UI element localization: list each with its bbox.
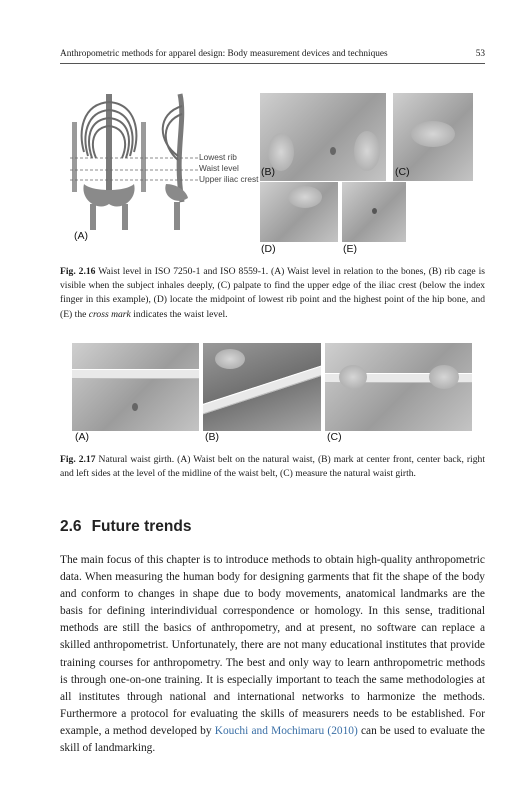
fig216-photo-b xyxy=(260,93,386,181)
fig217-panel-b-label: (B) xyxy=(205,431,219,443)
fig216-panel-e-label: (E) xyxy=(343,243,357,255)
fig217-caption xyxy=(60,453,485,481)
skeleton-side-view xyxy=(163,94,188,230)
body-text-tail: can be used to evaluate the skill of landmarking. xyxy=(60,724,485,755)
fig217-caption-label: Fig. 2.17 xyxy=(60,454,96,465)
fig217-photo-b xyxy=(203,343,321,431)
running-title: Anthropometric methods for apparel design: Body measurement devices and techniques xyxy=(60,49,388,59)
fig216-caption xyxy=(60,265,485,322)
fig216-caption-italic: cross mark xyxy=(88,308,131,320)
running-header xyxy=(60,47,485,64)
fig217-panel-c-label: (C) xyxy=(327,431,342,443)
fig216-panel-c-label: (C) xyxy=(395,166,410,178)
fig217-photo-a xyxy=(72,343,199,431)
fig216-photo-e xyxy=(342,182,406,242)
label-upper-iliac-crest: Upper iliac crest xyxy=(199,174,259,184)
page-number: 53 xyxy=(475,49,485,59)
fig216-panel-d-label: (D) xyxy=(261,243,276,255)
fig216-photo-d xyxy=(260,182,338,242)
fig216-caption-tail: indicates the waist level. xyxy=(133,308,228,320)
label-lowest-rib: Lowest rib xyxy=(199,152,237,162)
citation-link[interactable]: Kouchi and Mochimaru (2010) xyxy=(214,724,358,737)
fig217-photo-c xyxy=(325,343,472,431)
skeleton-front-view xyxy=(72,94,146,230)
fig216-panel-a-label: (A) xyxy=(74,230,88,242)
fig216-caption-text: Waist level in ISO 7250-1 and ISO 8559-1. (A) Waist level in relation to the bones, (B) rib cage is visible when the subject inhales deeply, (C) palpate to find the upper edge of the iliac crest (below the index finger in this example), (D) locate the midpoint of lowest rib point and the highest point of the hip bone, and (E) the xyxy=(60,266,485,320)
fig216-caption-label: Fig. 2.16 xyxy=(60,266,96,277)
section-title: Future trends xyxy=(91,518,192,535)
body-text: The main focus of this chapter is to introduce methods to obtain high-quality anthropometric data. When measuring the human body for designing garments that fit the shape of the body and conform to changes in shape due to body movements, anatomical landmarks are the basis for defining interindividual correspondence or homology. In this sense, traditional methods are still the basics of anthropometry, and at present, no software can replace a skilled anthropometrist. Unfortunately, there are not many educational institutes that provide training courses for anthropometry. The best and only way to learn anthropometric methods is through one-on-one training. It is especially important to teach the same methodologies at all institutes through national and international networks to harmonize the methods. Furthermore a protocol for evaluating the skills of measurers needs to be established. For example, a method developed by xyxy=(60,554,485,737)
section-number: 2.6 xyxy=(60,518,82,535)
fig216-panel-b-label: (B) xyxy=(261,166,275,178)
fig217-panel-a-label: (A) xyxy=(75,431,89,443)
label-waist-level: Waist level xyxy=(199,163,239,173)
body-paragraph xyxy=(60,552,485,757)
fig217-caption-text: Natural waist girth. (A) Waist belt on the natural waist, (B) mark at center front, center back, right and left sides at the level of the midline of the waist belt, (C) measure the natural waist girth. xyxy=(60,454,485,480)
section-heading xyxy=(60,518,191,536)
